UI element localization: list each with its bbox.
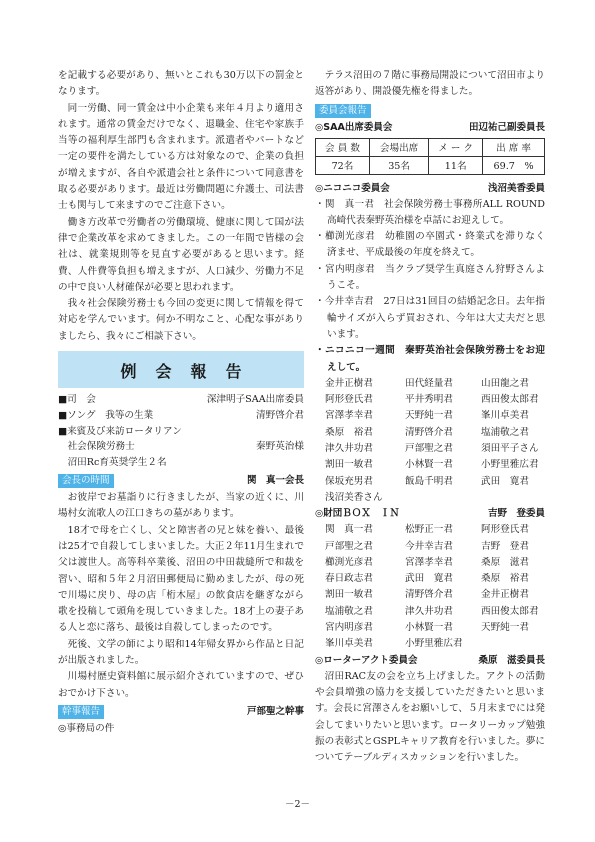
program-label: 社会保険労務士 — [58, 441, 135, 453]
secretary-item: ◎事務局の件 — [58, 722, 115, 734]
attendance-value-row — [316, 156, 545, 174]
value-members: 72名 — [316, 156, 370, 174]
president-paragraph: 18才で母を亡くし、父と障害者の兄と妹を養い、最後は25才で自殺してしまいました。大正２年11月生まれで父は渡世人。高等科卒業後、沼田の中田裁縫所で和裁を習い、昭和５年２月沼田郵便局に勤めましたが、母の死で川場に戻り、母の店「桁木屋」の飲食店を継ぎながら歌を投稿して頭角を現していきました。18才上の妻子ある人と恋に落ち、最後は自殺してしまったのです。 — [58, 524, 304, 634]
president-header — [58, 473, 304, 489]
saa-person: 田辺祐己副委員長 — [468, 121, 545, 133]
member-name: 浅沼美香さん — [325, 491, 383, 503]
program-label: ■来賓及び来訪ロータリアン — [58, 425, 182, 437]
program-label: ■司 会 — [58, 394, 96, 406]
box-names — [315, 522, 545, 652]
president-paragraph: 川場村歴史資料館に展示紹介されていますので、ぜひおでかけ下さい。 — [58, 671, 304, 699]
member-name: 天野純一君 — [481, 622, 529, 634]
member-name: 戸部聖之君 — [325, 540, 373, 552]
member-name: 清野啓介君 — [405, 426, 453, 438]
value-rate: 69.7 % — [483, 156, 545, 174]
president-paragraph: 死後、文学の師により昭和14年帰女界から作品と日記が出版されました。 — [58, 638, 304, 666]
member-name: 天野純一君 — [405, 410, 453, 422]
nikoniko-item: ・櫛渕光彦君 幼稚園の卒園式・終業式を滞りなく済ませ、平成最後の年度を終えて。 — [315, 231, 545, 259]
attendance-header-row — [316, 138, 545, 156]
member-name: 小林賢一君 — [405, 459, 453, 471]
saa-title: ◎SAA出席委員会 — [315, 121, 393, 133]
member-name: 西田俊太郎君 — [481, 394, 539, 406]
program-row — [58, 439, 304, 455]
rotaract-title: ◎ローターアクト委員会 — [315, 654, 418, 666]
intro-paragraph: 同一労働、同一賃金は中小企業も来年４月より適用されます。通常の賃金だけでなく、退職金、住宅や家族手当等の福利厚生部門も含まれます。派遣者やパートなど一定の要件を満たしている方は対象なので、企業の負担が増えますが、各自や派遣会社と条件について同意書を取る必要があります。最近は労働問題に弁護士、司法書士も関与して来ますのでご注意下さい。 — [58, 102, 304, 212]
member-name: 金井正樹君 — [325, 377, 373, 389]
committee-header — [315, 103, 545, 119]
attendance-table — [315, 138, 545, 175]
nikoniko-item: ・関 真一君 社会保険労務士事務所ALL ROUND高崎代表秦野英治様を卓話にお迎えして。 — [315, 198, 545, 226]
president-paragraph: お彼岸でお墓詣りに行きましたが、当家の近くに、川場村女流歌人の江口きちの墓があります。 — [58, 492, 304, 520]
member-name: 阿形登氏君 — [325, 394, 373, 406]
nikoniko-item: ・今井幸吉君 27日は31回目の結婚記念日。去年指輪サイズが入らず買おされ、今年は大丈夫だと思います。 — [315, 296, 545, 340]
member-name: 田代経量君 — [405, 377, 453, 389]
member-name: 宮澤孝幸君 — [405, 556, 453, 568]
meeting-report-banner: 例会報告 — [58, 351, 304, 388]
header-rate: 出 席 率 — [483, 138, 545, 156]
member-name: 塩浦敬之君 — [481, 426, 529, 438]
member-name — [405, 490, 481, 506]
member-name: 武田 寛君 — [481, 475, 529, 487]
member-name: 保坂充男君 — [325, 475, 373, 487]
saa-committee-header — [315, 120, 545, 136]
member-name: 桑原 滋君 — [481, 556, 529, 568]
program-row — [58, 408, 304, 424]
member-name: 山田龍之君 — [481, 377, 529, 389]
member-name: 須田平子さん — [481, 443, 539, 455]
header-makeup: メ ー ク — [429, 138, 483, 156]
member-name: 今井幸吉君 — [405, 540, 453, 552]
member-name — [481, 636, 555, 652]
program-list — [58, 392, 304, 471]
nikoniko-committee-header — [315, 181, 545, 197]
president-name: 関 真一会長 — [246, 475, 304, 487]
member-name: 峯川卓美君 — [325, 638, 373, 650]
intro-paragraph: 我々社会保険労務士も今回の変更に関して情報を得て対応を学んでいます。何か不明なこと、心配な事がありましたら、我々にご相談下さい。 — [58, 298, 304, 342]
member-name: 桑原 裕君 — [481, 573, 529, 585]
member-name: 小野里雅広君 — [405, 638, 463, 650]
member-name: 阿形登氏君 — [481, 524, 529, 536]
member-name: 割田一敏君 — [325, 589, 373, 601]
secretary-header — [58, 704, 304, 720]
program-row — [58, 424, 304, 440]
box-committee-header — [315, 506, 545, 522]
continued-paragraph: テラス沼田の７階に事務局開設について沼田市より返答があり、開設優先権を得ました。 — [315, 70, 545, 98]
intro-paragraph: を記載する必要があり、無いとこれも30万以下の罰金となります。 — [58, 70, 304, 98]
right-column — [315, 68, 545, 766]
program-value: 秦野英治様 — [256, 441, 304, 453]
program-label: 沼田Rc育英奨学生２名 — [58, 457, 167, 469]
member-name: 小野里雅広君 — [481, 459, 539, 471]
intro-paragraph: 働き方改革で労働者の労働環境、健康に関して国が法律で企業改革を求めてきました。この一年間で皆様の会社は、就業規則等を見直す必要があると思います。経費、人件費等負担も増えますが、人口減少、労働力不足の中で良い人材確保が必要と思われます。 — [58, 216, 304, 293]
nikoniko-item: ・宮内明彦君 当クラブ奨学生真庭さん狩野さんようこそ。 — [315, 263, 545, 292]
program-value: 深津明子SAA出席委員 — [206, 394, 304, 406]
page-number: －2－ — [284, 799, 311, 810]
program-value: 清野啓介君 — [256, 409, 304, 421]
secretary-report-tag: 幹事報告 — [58, 705, 104, 719]
member-name: 関 真一君 — [325, 524, 373, 536]
nikoniko-weekly-title: ・ニコニコ一週間 秦野英治社会保険労務士をお迎えして。 — [315, 345, 545, 373]
rotaract-text: 沼田RAC友の会を立ち上げました。アクトの活動や会員増強の協力を支援していただきたいと思います。会長に宮澤さんをお願いして、５月末までには発会してまいりたいと思います。ロータリーカップ勉強振の表彰式とGSPLキャリア教育を行いました。夢についてテーブルディスカッションを行いました。 — [315, 670, 545, 764]
member-name: 小林賢一君 — [405, 622, 453, 634]
member-name: 清野啓介君 — [405, 589, 453, 601]
member-name: 春日政志君 — [325, 573, 373, 585]
value-makeup: 11名 — [429, 156, 483, 174]
member-name: 吉野 登君 — [481, 540, 529, 552]
nikoniko-names — [315, 376, 545, 506]
member-name: 櫛渕光彦君 — [325, 556, 373, 568]
member-name: 武田 寛君 — [405, 573, 453, 585]
header-venue: 会場出席 — [369, 138, 428, 156]
intro-section — [58, 68, 304, 345]
value-venue: 35名 — [369, 156, 428, 174]
program-row — [58, 455, 304, 471]
header-members: 会 員 数 — [316, 138, 370, 156]
member-name: 宮内明彦君 — [325, 622, 373, 634]
left-column — [58, 68, 304, 737]
member-name: 津久井功君 — [325, 443, 373, 455]
member-name: 宮澤孝幸君 — [325, 410, 373, 422]
member-name: 西田俊太郎君 — [481, 605, 539, 617]
rotaract-person: 桑原 滋委員長 — [478, 654, 545, 666]
member-name: 津久井功君 — [405, 605, 453, 617]
box-title: ◎財団ＢＯＸ ＩＮ — [315, 508, 400, 520]
rotaract-committee-header — [315, 653, 545, 669]
member-name: 金井正樹君 — [481, 589, 529, 601]
member-name: 峯川卓美君 — [481, 410, 529, 422]
member-name: 平井秀明君 — [405, 394, 453, 406]
member-name: 桑原 裕君 — [325, 426, 373, 438]
nikoniko-items — [315, 197, 545, 344]
nikoniko-person: 浅沼美香委員 — [487, 182, 545, 194]
program-row — [58, 392, 304, 408]
president-time-tag: 会長の時間 — [58, 474, 114, 488]
nikoniko-title: ◎ニコニコ委員会 — [315, 182, 390, 194]
box-person: 吉野 登委員 — [487, 508, 545, 520]
member-name — [481, 490, 555, 506]
committee-report-tag: 委員会報告 — [315, 104, 371, 118]
member-name: 飯島千明君 — [405, 475, 453, 487]
member-name: 戸部聖之君 — [405, 443, 453, 455]
member-name: 塩浦敬之君 — [325, 605, 373, 617]
secretary-name: 戸部聖之幹事 — [246, 705, 304, 717]
president-speech — [58, 490, 304, 702]
member-name: 割田一敏君 — [325, 459, 373, 471]
program-label: ■ソング 我等の生業 — [58, 409, 154, 421]
member-name: 松野正一君 — [405, 524, 453, 536]
